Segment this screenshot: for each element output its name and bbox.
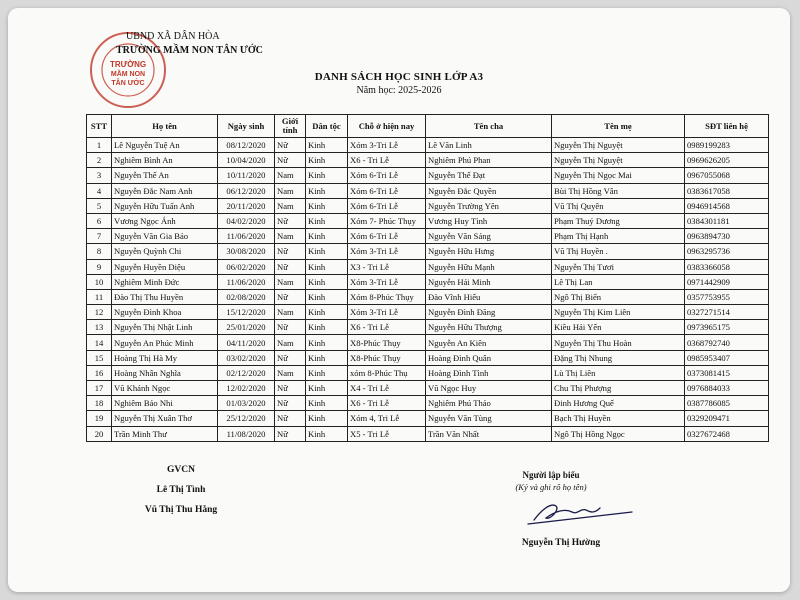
column-header: Dân tộc [306,115,348,138]
table-cell: Đào Vĩnh Hiếu [426,289,552,304]
table-cell: X8-Phúc Thụy [348,335,426,350]
table-cell: Kinh [306,259,348,274]
table-cell: 11/08/2020 [218,426,275,441]
table-cell: 20/11/2020 [218,198,275,213]
table-cell: 17 [87,381,112,396]
table-cell: Lê Thị Lan [552,274,685,289]
table-cell: 2 [87,153,112,168]
table-row [87,244,769,259]
table-cell: 3 [87,168,112,183]
table-cell: 30/08/2020 [218,244,275,259]
table-cell: X4 - Tri Lễ [348,381,426,396]
table-cell: 0383617058 [685,183,769,198]
table-cell: 18 [87,396,112,411]
table-cell: Xóm 6-Tri Lễ [348,198,426,213]
table-cell: 0967055068 [685,168,769,183]
table-cell: Lù Thị Liên [552,365,685,380]
table-cell: Nguyễn Thị Ngọc Mai [552,168,685,183]
table-cell: Vương Ngọc Ánh [112,213,218,228]
title-block [8,71,790,96]
teacher-name-1: Lê Thị Tình [156,485,206,495]
table-cell: X6 - Tri Lễ [348,153,426,168]
table-cell: Kinh [306,426,348,441]
table-cell: Nguyễn Hữu Tuấn Anh [112,198,218,213]
table-row [87,426,769,441]
table-cell: Nghiêm Phú Phan [426,153,552,168]
column-header: Họ tên [112,115,218,138]
table-cell: 08/12/2020 [218,138,275,153]
table-cell: Vũ Khánh Ngọc [112,381,218,396]
table-cell: Kinh [306,381,348,396]
table-cell: Nam [275,335,306,350]
table-cell: 03/02/2020 [218,350,275,365]
table-cell: Nguyễn Văn Tùng [426,411,552,426]
table-cell: Nghiêm Phú Thảo [426,396,552,411]
table-cell: 02/12/2020 [218,365,275,380]
column-header: STT [87,115,112,138]
table-cell: Nguyễn Hữu Thượng [426,320,552,335]
table-cell: 0973965175 [685,320,769,335]
table-cell: 02/08/2020 [218,289,275,304]
table-cell: Hoàng Nhân Nghĩa [112,365,218,380]
table-cell: Nguyễn Thị Kim Liên [552,305,685,320]
table-cell: Nguyễn Đắc Nam Anh [112,183,218,198]
table-row [87,411,769,426]
table-row [87,229,769,244]
table-cell: 25/12/2020 [218,411,275,426]
document-title: DANH SÁCH HỌC SINH LỚP A3 [314,71,484,83]
table-cell: Nghiêm Minh Đức [112,274,218,289]
table-cell: 0976884033 [685,381,769,396]
table-row [87,305,769,320]
table-cell: 0327672468 [685,426,769,441]
table-cell: 0989199283 [685,138,769,153]
table-cell: X3 - Tri Lễ [348,259,426,274]
table-cell: Xóm 3-Tri Lễ [348,274,426,289]
table-cell: Kinh [306,365,348,380]
table-cell: Nguyễn Quỳnh Chi [112,244,218,259]
table-cell: Nữ [275,350,306,365]
table-cell: Nữ [275,426,306,441]
column-header: Tên cha [426,115,552,138]
table-cell: 0383366058 [685,259,769,274]
table-cell: Trần Minh Thư [112,426,218,441]
table-cell: Kinh [306,138,348,153]
table-cell: Nữ [275,244,306,259]
table-cell: Kinh [306,244,348,259]
table-cell: Kinh [306,396,348,411]
table-cell: Phạm Thuý Dương [552,213,685,228]
table-cell: Chu Thị Phượng [552,381,685,396]
table-cell: 13 [87,320,112,335]
table-cell: 0373081415 [685,365,769,380]
table-cell: Kiều Hải Yến [552,320,685,335]
table-cell: Nguyễn Hữu Hưng [426,244,552,259]
table-cell: Kinh [306,411,348,426]
table-cell: Nghiêm Bình An [112,153,218,168]
table-cell: Phạm Thị Hạnh [552,229,685,244]
table-cell: Nguyễn An Phúc Minh [112,335,218,350]
table-cell: Nguyễn Trường Yên [426,198,552,213]
column-header: Chỗ ở hiện nay [348,115,426,138]
table-cell: X6 - Tri Lễ [348,320,426,335]
table-cell: Nam [275,365,306,380]
gvcn-label: GVCN [167,465,195,475]
table-cell: 12 [87,305,112,320]
table-cell: Hoàng Thị Hà My [112,350,218,365]
table-cell: Đặng Thị Nhung [552,350,685,365]
table-cell: Kinh [306,168,348,183]
table-cell: Nguyễn Đình Khoa [112,305,218,320]
table-cell: 19 [87,411,112,426]
column-header: Ngày sinh [218,115,275,138]
table-cell: Nguyễn Huyền Diệu [112,259,218,274]
document-page [8,8,790,592]
preparer-role: Người lập biểu [522,470,580,480]
table-cell: Nam [275,183,306,198]
table-cell: Nguyễn Thế An [112,168,218,183]
table-cell: Vương Huy Tình [426,213,552,228]
table-header-row [87,115,769,138]
table-cell: Kinh [306,183,348,198]
table-cell: Kinh [306,305,348,320]
table-cell: Kinh [306,229,348,244]
table-cell: Trần Văn Nhất [426,426,552,441]
table-cell: Nguyễn Thị Xuân Thơ [112,411,218,426]
table-row [87,138,769,153]
table-cell: Nữ [275,259,306,274]
table-cell: 11 [87,289,112,304]
table-cell: Nguyễn Văn Gia Bảo [112,229,218,244]
table-cell: 0971442909 [685,274,769,289]
table-cell: Nam [275,305,306,320]
table-cell: Kinh [306,274,348,289]
table-cell: Nguyễn Văn Sáng [426,229,552,244]
table-cell: 7 [87,229,112,244]
table-cell: Kinh [306,213,348,228]
table-cell: Nguyễn Hải Minh [426,274,552,289]
table-cell: 06/12/2020 [218,183,275,198]
table-cell: Kinh [306,350,348,365]
svg-text:TRƯỜNG: TRƯỜNG [109,60,147,69]
preparer-block [496,470,606,492]
table-cell: Kinh [306,289,348,304]
table-row [87,213,769,228]
table-cell: Bạch Thị Huyền [552,411,685,426]
table-cell: Nguyễn Đình Đăng [426,305,552,320]
table-cell: Nguyễn Hữu Mạnh [426,259,552,274]
table-cell: Vũ Thị Huyền . [552,244,685,259]
table-cell: Xóm 8-Phúc Thụy [348,289,426,304]
svg-text:TÂN ƯỚC: TÂN ƯỚC [111,80,145,87]
table-cell: Nguyễn Đắc Quyền [426,183,552,198]
table-cell: Vũ Thị Quyên [552,198,685,213]
table-cell: 10 [87,274,112,289]
table-cell: Nguyễn Thị Nguyệt [552,153,685,168]
table-cell: Nữ [275,138,306,153]
table-cell: Kinh [306,153,348,168]
column-header: SĐT liên hệ [685,115,769,138]
table-cell: Hoàng Đình Quân [426,350,552,365]
handwritten-signature [520,490,640,530]
table-cell: 11/06/2020 [218,274,275,289]
table-cell: 0969626205 [685,153,769,168]
table-cell: Xóm 6-Tri Lễ [348,168,426,183]
table-cell: Nam [275,198,306,213]
table-row [87,350,769,365]
table-cell: Nguyễn Thị Nhật Linh [112,320,218,335]
table-cell: Đinh Hương Quế [552,396,685,411]
table-row [87,320,769,335]
table-cell: 5 [87,198,112,213]
table-row [87,183,769,198]
table-cell: Nữ [275,411,306,426]
table-row [87,198,769,213]
table-row [87,365,769,380]
table-cell: 0387786085 [685,396,769,411]
table-cell: 11/06/2020 [218,229,275,244]
table-cell: X8-Phúc Thụy [348,350,426,365]
table-cell: Xóm 3-Tri Lễ [348,305,426,320]
table-cell: Xóm 7- Phúc Thụy [348,213,426,228]
signature-note: (Ký và ghi rõ họ tên) [515,482,587,492]
teacher-name-2: Vũ Thị Thu Hằng [144,505,218,515]
table-cell: 20 [87,426,112,441]
table-cell: Nữ [275,289,306,304]
table-cell: 0963894730 [685,229,769,244]
table-cell: Kinh [306,320,348,335]
table-cell: 4 [87,183,112,198]
table-cell: Nam [275,229,306,244]
table-cell: Nữ [275,213,306,228]
table-cell: Kinh [306,198,348,213]
signer-name: Nguyễn Thị Hường [521,538,601,548]
table-cell: Lê Nguyễn Tuệ An [112,138,218,153]
table-cell: 16 [87,365,112,380]
table-cell: Xóm 6-Tri Lễ [348,183,426,198]
table-cell: Nguyễn An Kiên [426,335,552,350]
table-row [87,381,769,396]
organization-header [116,30,263,58]
table-cell: Nguyễn Thị Nguyệt [552,138,685,153]
table-cell: Nữ [275,381,306,396]
table-row [87,168,769,183]
table-cell: Ngô Thị Biển [552,289,685,304]
table-cell: Nam [275,168,306,183]
table-body [87,138,769,442]
table-cell: 10/11/2020 [218,168,275,183]
table-cell: 0985953407 [685,350,769,365]
column-header: Tên mẹ [552,115,685,138]
table-cell: 1 [87,138,112,153]
table-cell: Nguyễn Thị Thu Hoàn [552,335,685,350]
table-cell: Lê Văn Linh [426,138,552,153]
table-cell: 0963295736 [685,244,769,259]
table-cell: Xóm 4, Tri Lễ [348,411,426,426]
table-cell: Nữ [275,320,306,335]
school-name: TRƯỜNG MẦM NON TÂN ƯỚC [116,45,263,56]
table-cell: 04/02/2020 [218,213,275,228]
table-row [87,396,769,411]
table-cell: 0946914568 [685,198,769,213]
table-row [87,335,769,350]
table-cell: X6 - Tri Lễ [348,396,426,411]
table-cell: 12/02/2020 [218,381,275,396]
table-cell: 04/11/2020 [218,335,275,350]
table-cell: 9 [87,259,112,274]
table-cell: xóm 8-Phúc Thụ [348,365,426,380]
table-cell: 0329209471 [685,411,769,426]
svg-text:MẦM NON: MẦM NON [110,71,146,78]
table-cell: 0384301181 [685,213,769,228]
table-cell: Vũ Ngọc Huy [426,381,552,396]
table-cell: Nguyễn Thế Đạt [426,168,552,183]
table-cell: 01/03/2020 [218,396,275,411]
table-cell: Xóm 6-Tri Lễ [348,229,426,244]
table-cell: 15/12/2020 [218,305,275,320]
table-row [87,289,769,304]
student-list-table [86,114,769,442]
table-cell: 10/04/2020 [218,153,275,168]
table-row [87,259,769,274]
table-cell: X5 - Tri Lễ [348,426,426,441]
table-cell: Nam [275,274,306,289]
table-cell: Nghiêm Bảo Nhi [112,396,218,411]
table-row [87,153,769,168]
table-cell: 0327271514 [685,305,769,320]
table-cell: 8 [87,244,112,259]
table-cell: Nữ [275,396,306,411]
table-row [87,274,769,289]
table-cell: Nữ [275,153,306,168]
commune-name: UBND XÃ DÂN HÒA [126,31,220,42]
table-cell: Bùi Thị Hồng Vân [552,183,685,198]
table-cell: Hoàng Đình Tình [426,365,552,380]
table-cell: 0357753955 [685,289,769,304]
table-cell: 0368792740 [685,335,769,350]
table-cell: 15 [87,350,112,365]
school-year: Năm học: 2025-2026 [356,85,442,96]
column-header: Giới tính [275,115,306,138]
homeroom-teachers-block [126,460,236,520]
table-cell: 06/02/2020 [218,259,275,274]
table-cell: Ngô Thị Hồng Ngọc [552,426,685,441]
table-cell: Kinh [306,335,348,350]
table-cell: Đào Thị Thu Huyền [112,289,218,304]
table-cell: 6 [87,213,112,228]
table-cell: Xóm 3-Tri Lễ [348,244,426,259]
table-cell: Nguyễn Thị Tươi [552,259,685,274]
table-cell: 14 [87,335,112,350]
table-cell: 25/01/2020 [218,320,275,335]
table-cell: Xóm 3-Tri Lễ [348,138,426,153]
